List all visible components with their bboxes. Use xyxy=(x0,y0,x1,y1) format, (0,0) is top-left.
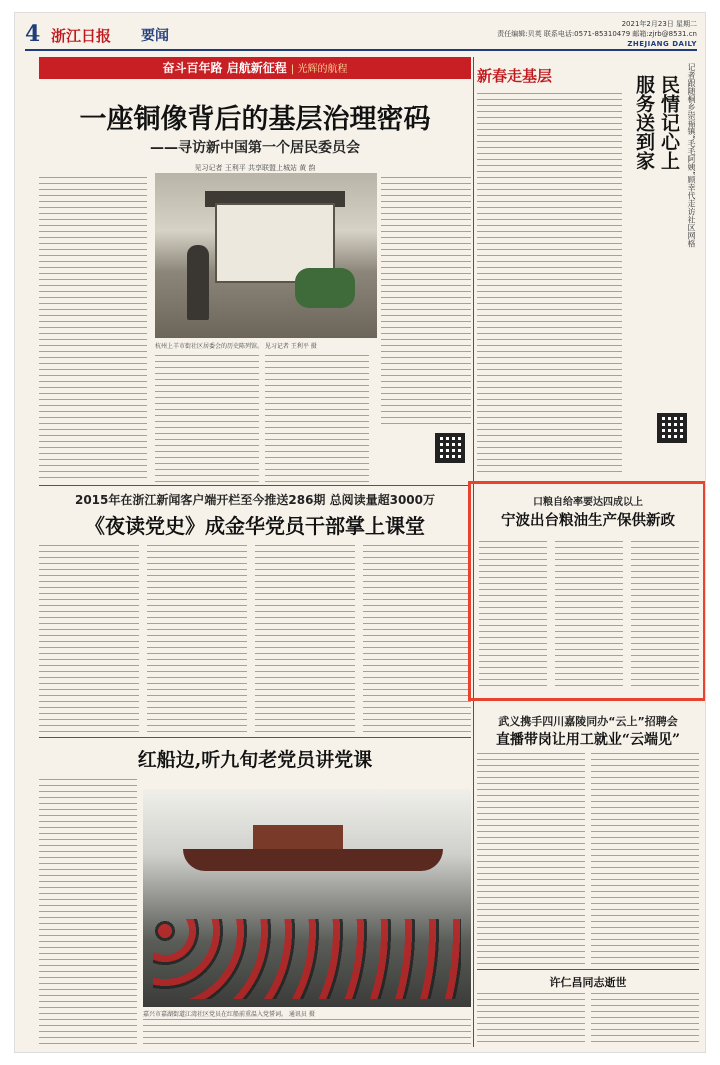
story2-body-col4 xyxy=(363,545,471,733)
story5-body-col2 xyxy=(591,753,699,965)
story6-headline: 许仁昌同志逝世 xyxy=(549,976,627,989)
story3-headline: 红船边,听九旬老党员讲党课 xyxy=(137,749,373,771)
story1-byline: 见习记者 王利平 共享联盟上城站 黄 韵 xyxy=(194,164,316,172)
masthead xyxy=(25,17,697,51)
story6-body-col2 xyxy=(591,993,699,1047)
story3-body-col1 xyxy=(39,779,137,1045)
highlight-body-col2 xyxy=(555,541,623,691)
story1-body-col4 xyxy=(381,177,471,427)
feature-title-line2: 服务送到家 xyxy=(633,75,655,170)
issue-date: 2021年2月23日 星期二 xyxy=(621,20,697,28)
highlight-body-col3 xyxy=(631,541,699,691)
story5-body-col1 xyxy=(477,753,585,965)
story5-kicker: 武义携手四川嘉陵同办“云上”招聘会 xyxy=(498,715,678,728)
story1-body-col2 xyxy=(155,355,259,483)
newspaper-page xyxy=(14,12,706,1053)
masthead-info xyxy=(497,19,697,49)
series-banner: 奋斗百年路 启航新征程 | 光辉的航程 xyxy=(39,57,471,79)
story3-body-bottom xyxy=(143,1019,471,1047)
story3-photo-caption: 嘉兴市嘉湖街道江湾社区党员在红船前重温入党誓词。 通讯员 摄 xyxy=(143,1011,315,1018)
highlight-body-col1 xyxy=(479,541,547,691)
qr-code xyxy=(435,433,465,463)
paper-name: 浙江日报 xyxy=(51,27,112,45)
banner-subtext: 光辉的航程 xyxy=(297,64,348,75)
story5-headline: 直播带岗让用工就业“云端见” xyxy=(495,732,681,748)
statue-figure xyxy=(187,245,209,320)
red-boat xyxy=(183,849,443,871)
story1-photo-caption: 杭州上羊市街社区居委会的历史陈列馆。 见习记者 王利平 摄 xyxy=(155,343,317,350)
highlight-headline: 宁波出台粮油生产保供新政 xyxy=(501,512,675,529)
banner-text: 奋斗百年路 启航新征程 xyxy=(162,61,287,75)
section-label: 要闻 xyxy=(141,28,169,44)
story2-headline: 《夜读党史》成金华党员干部掌上课堂 xyxy=(85,514,425,538)
feature-title-line1: 民情记心上 xyxy=(658,75,680,170)
page-number: 4 xyxy=(25,21,41,47)
story6-body-col1 xyxy=(477,993,585,1047)
english-paper-name: ZHEJIANG DAILY xyxy=(627,40,697,48)
highlight-kicker: 口粮自给率要达四成以上 xyxy=(533,497,643,508)
feature-reporter-line: 记者跟随桐乡崇福镇“毛毛阿姨”顾幸代走访社区网格 xyxy=(687,63,696,248)
story2-body-col1 xyxy=(39,545,139,733)
editor-contact: 责任编辑:贝英 联系电话:0571-85310479 邮箱:zjrb@8531.cn xyxy=(497,30,697,38)
story1-photo xyxy=(155,173,377,338)
story2-body-col2 xyxy=(147,545,247,733)
story1-headline: 一座铜像背后的基层治理密码 xyxy=(79,104,431,135)
feature-qr-code xyxy=(657,413,687,443)
story2-kicker: 2015年在浙江新闻客户端开栏至今推送286期 总阅读量超3000万 xyxy=(74,493,436,507)
feature-header: 新春走基层 xyxy=(477,67,553,85)
story2-body-col3 xyxy=(255,545,355,733)
story3-photo xyxy=(143,789,471,1007)
feature-body xyxy=(477,93,622,473)
story1-subheadline: ——寻访新中国第一个居民委员会 xyxy=(150,140,360,156)
story1-body-col3 xyxy=(265,355,369,483)
story1-body-col1 xyxy=(39,177,147,483)
